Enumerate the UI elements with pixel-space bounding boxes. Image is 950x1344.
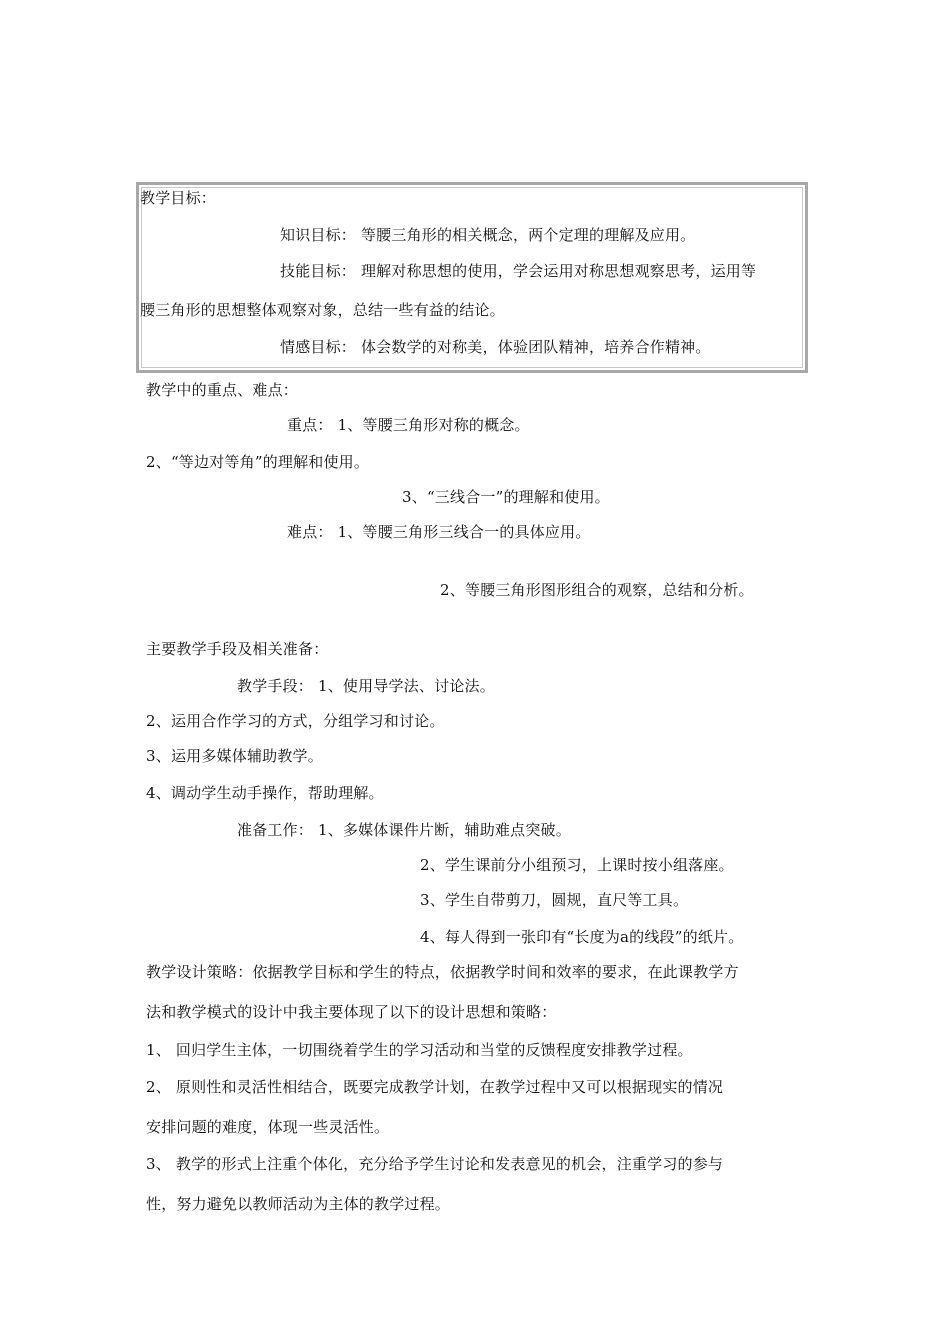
difficulty-item-1: 难点： 1、等腰三角形三线合一的具体应用。 [287,523,591,541]
strategy-item-3-line1: 3、 教学的形式上注重个体化，充分给予学生讨论和发表意见的机会，注重学习的参与 [146,1155,724,1173]
strategy-item-2-line1: 2、 原则性和灵活性相结合，既要完成教学计划，在教学过程中又可以根据现实的情况 [146,1078,724,1096]
prep-item-2: 2、学生课前分小组预习，上课时按小组落座。 [420,856,734,874]
focus-item-3: 3、“三线合一”的理解和使用。 [402,488,610,506]
objectives-heading: 教学目标： [140,189,217,207]
means-item-3: 3、运用多媒体辅助教学。 [146,747,323,765]
skill-objective-line1: 技能目标： 理解对称思想的使用，学会运用对称思想观察思考，运用等 [280,262,757,280]
prep-item-4: 4、每人得到一张印有“长度为a的线段”的纸片。 [420,928,744,946]
strategy-item-2-line2: 安排问题的难度，体现一些灵活性。 [146,1118,390,1136]
methods-heading: 主要教学手段及相关准备： [146,640,329,658]
difficulty-item-2: 2、等腰三角形图形组合的观察，总结和分析。 [440,581,754,599]
strategy-intro-line1: 教学设计策略：依据教学目标和学生的特点，依据教学时间和效率的要求，在此课教学方 [146,963,739,981]
strategy-intro-line2: 法和教学模式的设计中我主要体现了以下的设计思想和策略： [146,1003,557,1021]
skill-objective-line2: 腰三角形的思想整体观察对象，总结一些有益的结论。 [140,301,505,319]
key-points-heading: 教学中的重点、难点： [146,381,299,399]
prep-item-1: 准备工作： 1、多媒体课件片断，辅助难点突破。 [237,821,571,839]
knowledge-objective: 知识目标： 等腰三角形的相关概念，两个定理的理解及应用。 [280,226,696,244]
means-item-4: 4、调动学生动手操作，帮助理解。 [146,784,384,802]
strategy-item-3-line2: 性，努力避免以教师活动为主体的教学过程。 [146,1195,451,1213]
means-item-1: 教学手段： 1、使用导学法、讨论法。 [237,677,495,695]
means-item-2: 2、运用合作学习的方式，分组学习和讨论。 [146,712,445,730]
strategy-item-1: 1、 回归学生主体，一切围绕着学生的学习活动和当堂的反馈程度安排教学过程。 [146,1041,693,1059]
prep-item-3: 3、学生自带剪刀，圆规，直尺等工具。 [420,891,689,909]
emotion-objective: 情感目标： 体会数学的对称美，体验团队精神，培养合作精神。 [280,338,711,356]
focus-item-2: 2、“等边对等角”的理解和使用。 [146,453,370,471]
focus-item-1: 重点： 1、等腰三角形对称的概念。 [287,416,530,434]
